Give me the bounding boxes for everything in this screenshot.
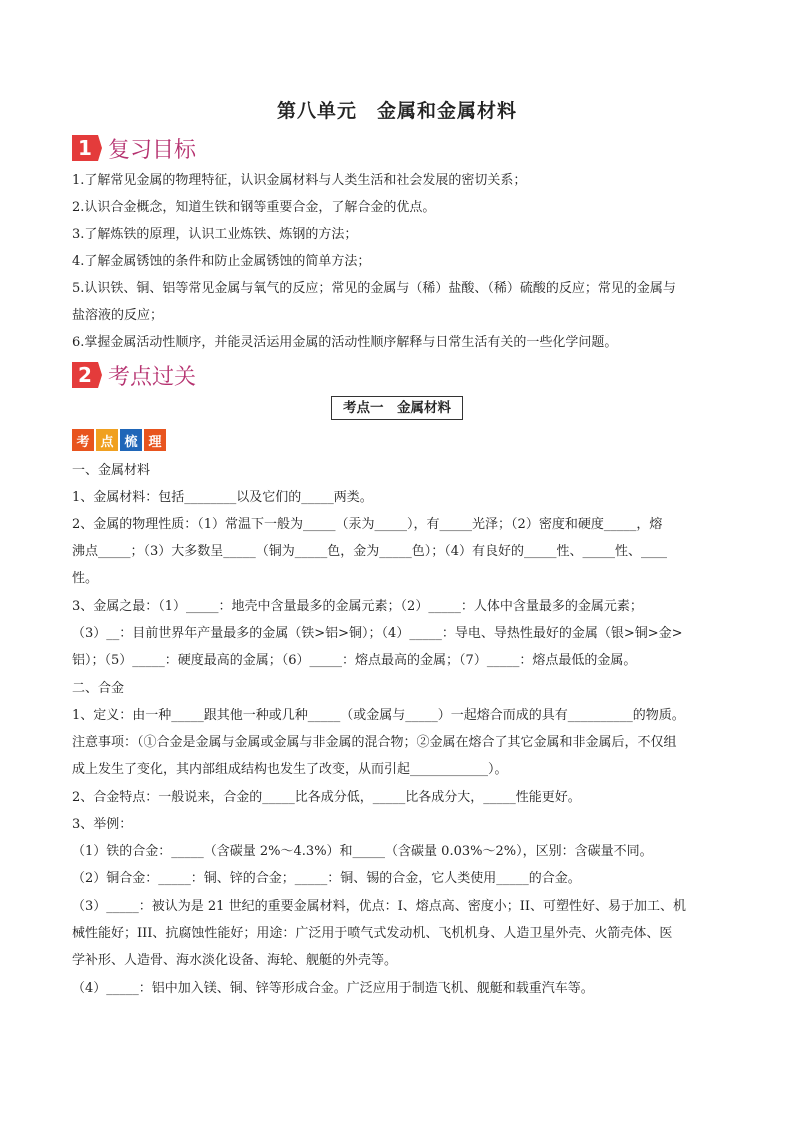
objective-line: 4.了解金属锈蚀的条件和防止金属锈蚀的简单方法； (72, 254, 371, 269)
body-line: （1）铁的合金：_____（含碳量 2%～4.3%）和_____（含碳量 0.03%～2%），区别：含碳量不同。 (72, 844, 653, 859)
body-line: 学补形、人造骨、海水淡化设备、海轮、舰艇的外壳等。 (72, 953, 398, 968)
body-line: 沸点_____；（3）大多数呈_____（铜为_____色，金为_____色）；（4）有良好的_____性、_____性、____ (72, 544, 668, 559)
objective-line: 1.了解常见金属的物理特征，认识金属材料与人类生活和社会发展的密切关系； (72, 173, 527, 188)
kaodian-box: 考点一 金属材料 (331, 396, 463, 420)
body-line: 3、金属之最：（1）_____：地壳中含量最多的金属元素；（2）_____：人体中含量最多的金属元素； (72, 599, 643, 614)
tag-char: 点 (96, 429, 118, 451)
section-number-badge: 1 (72, 135, 98, 161)
page-title: 第八单元 金属和金属材料 (276, 100, 517, 122)
body-line: （2）铜合金：_____：铜、锌的合金；_____：铜、锡的合金，它人类使用_____的合金。 (72, 871, 581, 886)
body-line: 2、合金特点：一般说来，合金的_____比各成分低，_____比各成分大，_____性能更好。 (72, 790, 581, 805)
body-line: 二、合金 (72, 681, 125, 696)
body-line: 1、定义：由一种_____跟其他一种或几种_____（或金属与_____）一起熔合而成的具有__________的物质。 (72, 708, 685, 723)
objective-line: 盐溶液的反应； (72, 308, 164, 323)
body-line: 性。 (72, 571, 99, 586)
objective-line: 6.掌握金属活动性顺序，并能灵活运用金属的活动性顺序解释与日常生活有关的一些化学问题。 (72, 335, 618, 350)
section-header-review-goals (72, 134, 196, 162)
body-line: 注意事项：（①合金是金属与金属或金属与非金属的混合物；②金属在熔合了其它金属和非金属后，不仅组 (72, 735, 677, 750)
body-line: （3）__：目前世界年产量最多的金属（铁>铝>铜）；（4）_____：导电、导热性最好的金属（银>铜>金> (72, 626, 683, 641)
body-line: 1、金属材料：包括________以及它们的_____两类。 (72, 490, 373, 505)
tag-char: 考 (72, 429, 94, 451)
objective-line: 3.了解炼铁的原理，认识工业炼铁、炼钢的方法； (72, 227, 358, 242)
body-line: 一、金属材料 (72, 463, 151, 478)
body-line: 械性能好；III、抗腐蚀性能好；用途：广泛用于喷气式发动机、飞机机身、人造卫星外壳、火箭壳体、医 (72, 926, 673, 941)
body-line: （3）_____：被认为是 21 世纪的重要金属材料，优点：I、熔点高、密度小；II、可塑性好、易于加工、机 (72, 899, 686, 914)
body-line: 铝）；（5）_____：硬度最高的金属；（6）_____：熔点最高的金属；（7）_____：熔点最低的金属。 (72, 653, 637, 668)
kaodian-shuli-tags (72, 429, 166, 451)
body-line: 成上发生了变化，其内部组成结构也发生了改变，从而引起____________）。 (72, 762, 508, 777)
body-line: 3、举例： (72, 817, 133, 832)
tag-char: 梳 (120, 429, 142, 451)
section-title: 考点过关 (108, 364, 197, 390)
objective-line: 5.认识铁、铜、铝等常见金属与氧气的反应；常见的金属与（稀）盐酸、（稀）硫酸的反应；常见的金属与 (72, 281, 676, 296)
section-title: 复习目标 (108, 137, 197, 163)
body-line: （4）_____：铝中加入镁、铜、锌等形成合金。广泛应用于制造飞机、舰艇和载重汽车等。 (72, 981, 594, 996)
section-header-exam-points (72, 361, 196, 389)
objective-line: 2.认识合金概念，知道生铁和钢等重要合金，了解合金的优点。 (72, 200, 436, 215)
section-number-badge: 2 (72, 362, 98, 388)
body-line: 2、金属的物理性质：（1）常温下一般为_____（汞为_____），有_____光泽；（2）密度和硬度_____，熔 (72, 517, 663, 532)
tag-char: 理 (144, 429, 166, 451)
